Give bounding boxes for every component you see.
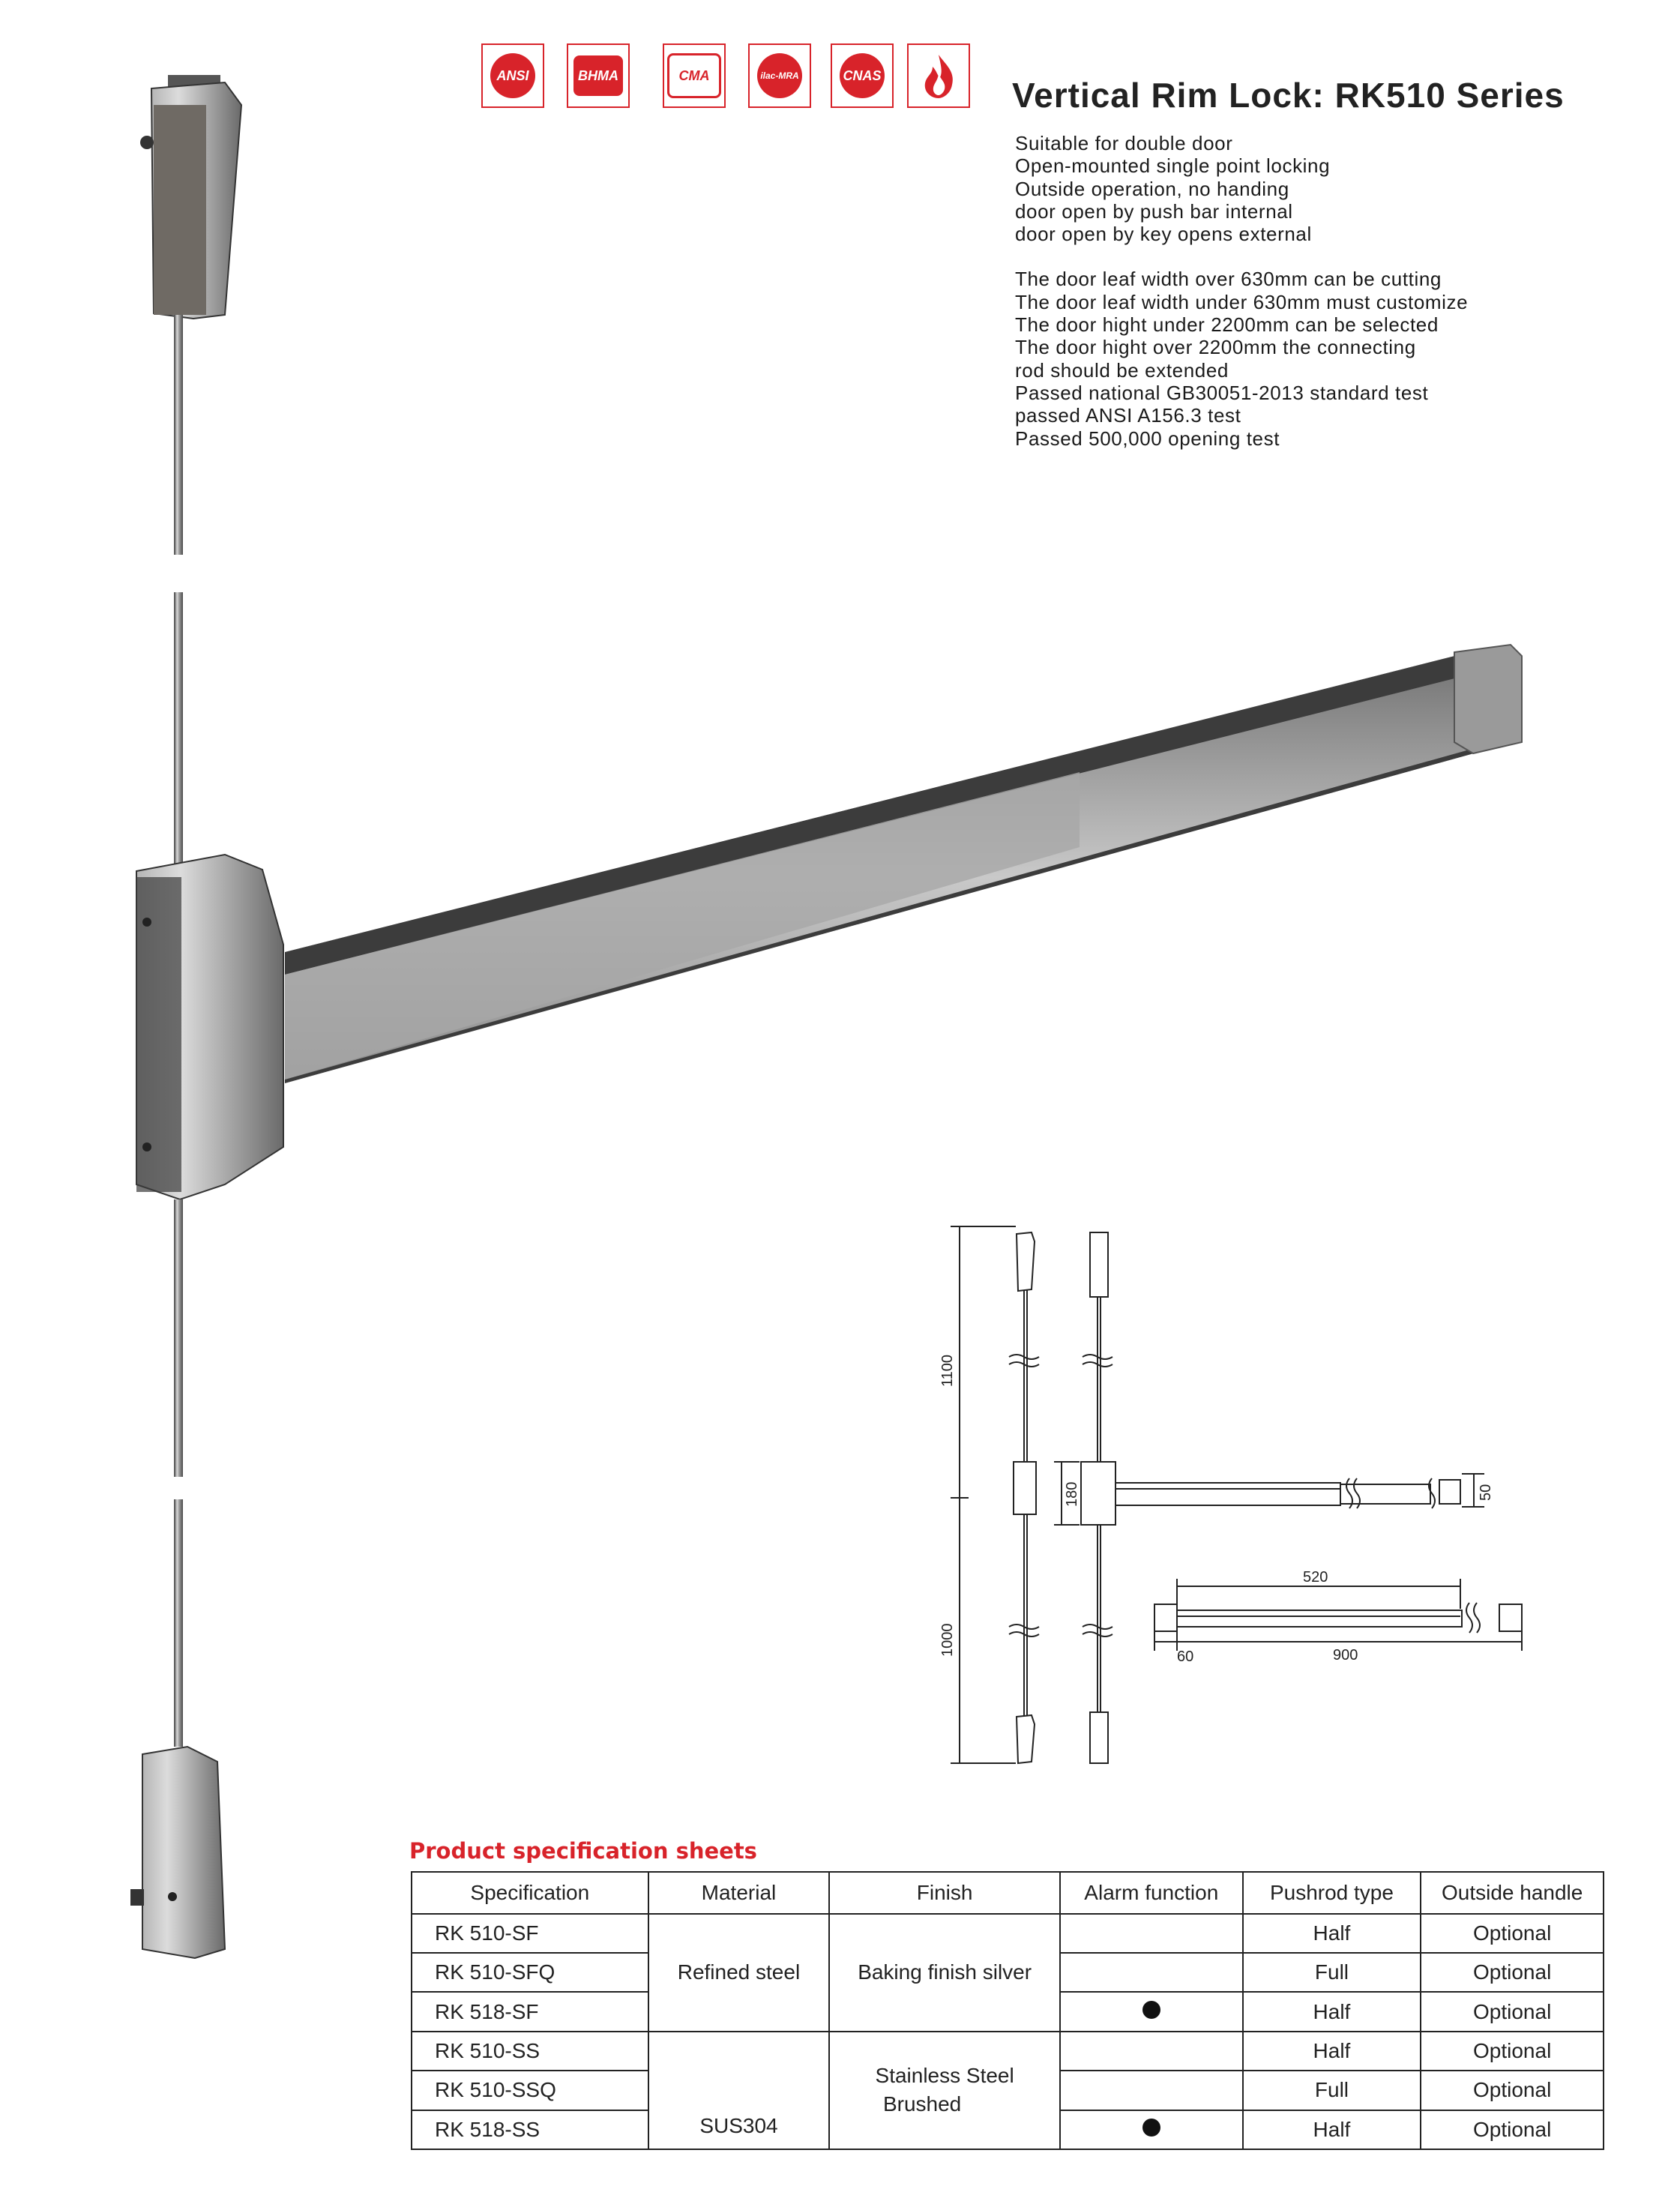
pushrod-cell: Half [1243,1992,1421,2031]
feature-item: rod should be extended [1015,358,1229,382]
spec-cell: RK 518-SF [412,1992,648,2031]
top-rod [174,315,183,555]
table-header-row [412,1872,1604,1914]
cnas-certification-logo [831,43,894,108]
spec-cell: RK 510-SS [412,2032,648,2071]
dimension-50: 50 [1478,1484,1494,1501]
top-latch [140,75,241,319]
column-header: Alarm function [1060,1872,1243,1914]
dimension-1000: 1000 [939,1623,956,1657]
handle-cell: Optional [1421,1914,1604,1953]
feature-list [1015,132,1468,450]
fire-rated-icon [907,43,970,108]
dimension-60: 60 [1177,1649,1194,1665]
dimension-900: 900 [1333,1647,1358,1663]
alarm-cell [1060,2071,1243,2110]
handle-cell: Optional [1421,2110,1604,2149]
alarm-cell [1060,1992,1243,2031]
handle-cell: Optional [1421,1953,1604,1992]
flame-icon [916,52,961,100]
push-bar [285,645,1522,1083]
feature-spacer [1015,245,1468,268]
finish-line: Brushed [882,2092,962,2116]
alarm-cell [1060,1914,1243,1953]
feature-item: The door leaf width over 630mm can be cutting [1015,268,1442,291]
spec-table [411,1871,1604,2150]
table-row [412,2032,1604,2071]
finish-cell [829,2032,1060,2149]
feature-item: The door leaf width under 630mm must customize [1015,290,1469,313]
dimension-1100: 1100 [939,1354,956,1387]
feature-item: Open-mounted single point locking [1015,154,1331,178]
upper-rod [174,592,183,877]
ilac-mra-certification-logo [748,43,811,108]
feature-item: Passed 500,000 opening test [1015,427,1280,450]
handle-cell: Optional [1421,1992,1604,2031]
spec-cell: RK 510-SSQ [412,2071,648,2110]
spec-cell: RK 510-SF [412,1914,648,1953]
material-cell [648,2032,830,2149]
alarm-indicator-dot [1142,2119,1160,2137]
spec-section-title: Product specification sheets [409,1838,757,1864]
dimension-180: 180 [1064,1481,1080,1507]
alarm-cell [1060,1953,1243,1992]
technical-drawing [930,1207,1619,1792]
page-title: Vertical Rim Lock: RK510 Series [1012,76,1565,115]
alarm-cell [1060,2110,1243,2149]
feature-item: Passed national GB30051-2013 standard test [1015,381,1429,404]
table-row [412,1914,1604,1953]
cma-certification-logo [663,43,726,108]
bhma-certification-logo [567,43,630,108]
column-header: Specification [412,1872,648,1914]
feature-item: The door hight under 2200mm can be selected [1015,313,1439,337]
bottom-latch [130,1747,225,1958]
column-header: Finish [829,1872,1060,1914]
pushrod-cell: Half [1243,1914,1421,1953]
cnas-logo-text: CNAS [840,53,885,98]
feature-item: Outside operation, no handing [1015,177,1289,200]
feature-item: Suitable for double door [1015,132,1233,154]
handle-cell: Optional [1421,2032,1604,2071]
pushrod-cell: Full [1243,1953,1421,1992]
cma-logo-text: CMA [667,53,721,98]
material-cell: Refined steel [648,1914,830,2032]
ilac-logo-text: ilac-MRA [757,53,802,98]
spec-cell: RK 518-SS [412,2110,648,2149]
alarm-indicator-dot [1142,2001,1160,2019]
feature-item: passed ANSI A156.3 test [1015,404,1241,427]
finish-line: Stainless Steel [875,2064,1014,2088]
alarm-cell [1060,2032,1243,2071]
handle-cell: Optional [1421,2071,1604,2110]
feature-item: The door hight over 2200mm the connecting [1015,336,1416,359]
ansi-logo-text: ANSI [490,53,535,98]
column-header: Outside handle [1421,1872,1604,1914]
ansi-certification-logo [481,43,544,108]
lower-rod [174,1199,183,1477]
feature-item: door open by key opens external [1015,223,1312,246]
column-header: Pushrod type [1243,1872,1421,1914]
dimension-520: 520 [1303,1569,1328,1586]
pushrod-cell: Half [1243,2032,1421,2071]
finish-cell: Baking finish silver [829,1914,1060,2032]
pushrod-cell: Half [1243,2110,1421,2149]
material-text: SUS304 [699,2114,778,2137]
bhma-logo-text: BHMA [573,55,623,96]
column-header: Material [648,1872,830,1914]
feature-item: door open by push bar internal [1015,199,1293,223]
chassis [136,855,283,1199]
spec-cell: RK 510-SFQ [412,1953,648,1992]
bottom-rod [174,1499,183,1747]
pushrod-cell: Full [1243,2071,1421,2110]
